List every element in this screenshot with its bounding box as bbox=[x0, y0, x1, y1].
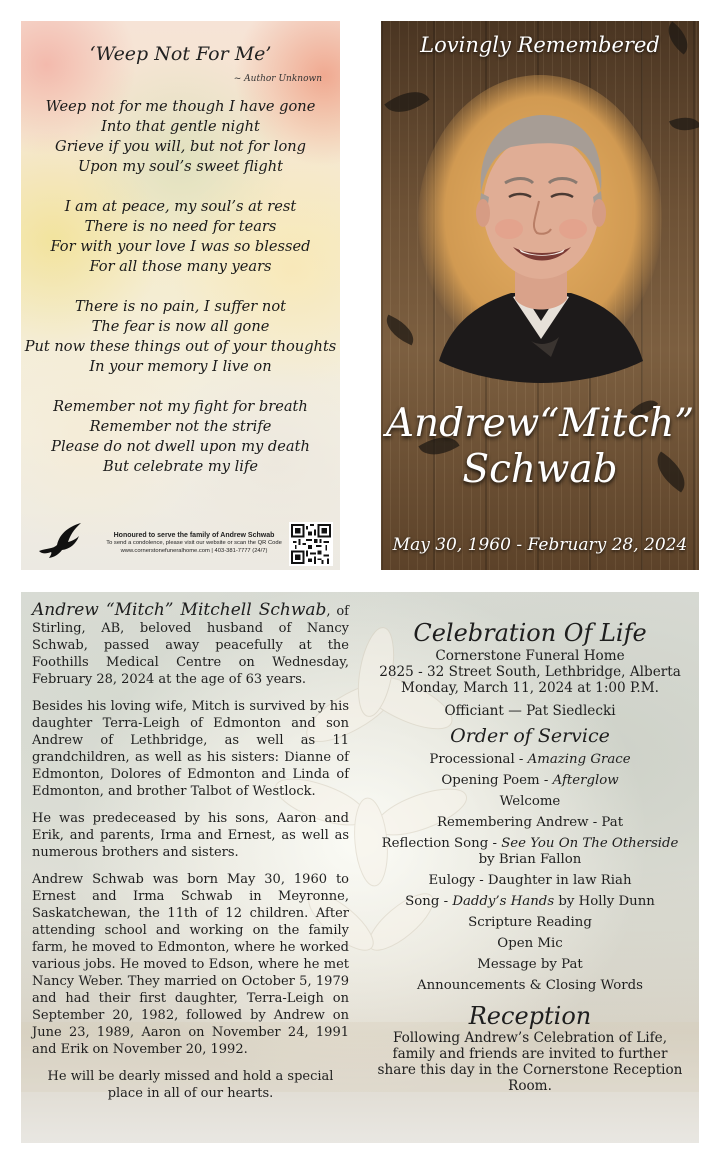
poem-line: Put now these things out of your thoughts bbox=[24, 338, 337, 355]
reception-text: Following Andrew’s Celebration of Life, family and friends are invited to further share this day in the Cornerstone Reception Room. bbox=[377, 1030, 683, 1094]
poem-author: ~ Author Unknown bbox=[233, 74, 322, 84]
order-item: Remembering Andrew - Pat bbox=[436, 815, 624, 830]
order-item: Welcome bbox=[499, 794, 561, 809]
venue-name: Cornerstone Funeral Home bbox=[435, 648, 625, 664]
order-of-service-heading: Order of Service bbox=[450, 725, 610, 747]
poem-stanza bbox=[21, 297, 340, 377]
qr-code-icon[interactable] bbox=[289, 522, 333, 566]
poem-line: Grieve if you will, but not for long bbox=[55, 138, 306, 155]
order-item: Eulogy - Daughter in law Riah bbox=[428, 873, 632, 888]
decedent-name-line2: Schwab bbox=[462, 447, 618, 492]
order-item-label: Processional - bbox=[429, 752, 528, 767]
poem-line: For all those many years bbox=[89, 258, 272, 275]
celebration-heading: Celebration Of Life bbox=[413, 619, 647, 647]
obituary-paragraph: Andrew Schwab was born May 30, 1960 to Ernest and Irma Schwab in Meyronne, Saskatchewan, the 11th of 12 children. After attending school and working on the family farm, he moved to Edmonton, where he worked various jobs. He moved to Edson, where he met Nancy Weber. They married on October 5, 1979 and had their first daughter, Terra-Leigh on September 20, 1982, followed by Andrew on June 23, 1989, Aaron on November 24, 1991 and Erik on November 20, 1992. bbox=[32, 872, 349, 1057]
officiant: Officiant — Pat Siedlecki bbox=[444, 703, 616, 719]
poem-line: The fear is now all gone bbox=[91, 318, 270, 335]
order-item bbox=[373, 836, 687, 868]
order-item-label: Song - bbox=[405, 894, 453, 909]
obituary-intro: , of Stirling, AB, beloved husband of Nancy Schwab, passed away peacefully at the Foothills Medical Centre on Wednesday, February 28, 2024 at the age of 63 years. bbox=[32, 604, 349, 687]
order-item bbox=[373, 773, 687, 789]
poem-title: ‘Weep Not For Me’ bbox=[89, 43, 272, 65]
obituary-paragraph: Besides his loving wife, Mitch is survived by his daughter Terra-Leigh of Edmonton and son Andrew of Lethbridge, as well as 11 grandchildren, as well as his sisters: Dianne of Edmonton, Dolores of Edmonton and Linda of Edmonton, and brother Talbot of Westlock. bbox=[32, 699, 349, 799]
obituary-paragraph: He was predeceased by his sons, Aaron and Erik, and parents, Irma and Ernest, as well as numerous brothers and sisters. bbox=[32, 811, 349, 860]
poem-line: Remember not the strife bbox=[89, 418, 272, 435]
portrait-panel bbox=[381, 21, 699, 570]
poem-line: There is no need for tears bbox=[84, 218, 277, 235]
decedent-name bbox=[381, 401, 699, 493]
order-item-label: Opening Poem - bbox=[441, 773, 553, 788]
poem-line: Upon my soul’s sweet flight bbox=[77, 158, 284, 175]
obituary-paragraph bbox=[32, 602, 349, 688]
order-item-title: Amazing Grace bbox=[527, 752, 631, 767]
order-of-service-list bbox=[373, 752, 687, 994]
footer-condolence: To send a condolence, please visit our website or scan the QR Code bbox=[106, 540, 282, 546]
poem-body bbox=[21, 97, 340, 497]
venue-address: 2825 - 32 Street South, Lethbridge, Alberta bbox=[379, 664, 681, 680]
decedent-name-line1: Andrew“Mitch” bbox=[385, 401, 695, 446]
order-item bbox=[373, 752, 687, 768]
funeral-home-footer bbox=[87, 531, 301, 555]
poem-panel bbox=[21, 21, 340, 570]
poem-stanza bbox=[21, 97, 340, 177]
poem-line: For with your love I was so blessed bbox=[50, 238, 311, 255]
poem-line: Please do not dwell upon my death bbox=[51, 438, 310, 455]
poem-line: But celebrate my life bbox=[103, 458, 258, 475]
portrait-heading: Lovingly Remembered bbox=[420, 33, 660, 57]
order-item-title: Daddy’s Hands bbox=[452, 894, 555, 909]
obituary-lead-name: Andrew “Mitch” Mitchell Schwab bbox=[32, 600, 327, 620]
order-item-title: Afterglow bbox=[552, 773, 619, 788]
order-item-credit: by Holly Dunn bbox=[554, 894, 655, 909]
order-item: Message by Pat bbox=[477, 957, 583, 972]
poem-stanza bbox=[21, 197, 340, 277]
service-datetime: Monday, March 11, 2024 at 1:00 P.M. bbox=[401, 680, 659, 696]
obituary-closing: He will be dearly missed and hold a special place in all of our hearts. bbox=[47, 1069, 334, 1101]
poem-line: In your memory I live on bbox=[89, 358, 272, 375]
poem-line: There is no pain, I suffer not bbox=[75, 298, 286, 315]
reception-heading: Reception bbox=[468, 1002, 592, 1030]
poem-stanza bbox=[21, 397, 340, 477]
order-item-credit: by Brian Fallon bbox=[478, 852, 582, 867]
poem-line: Weep not for me though I have gone bbox=[45, 98, 316, 115]
poem-line: Into that gentle night bbox=[101, 118, 260, 135]
order-item: Scripture Reading bbox=[468, 915, 592, 930]
poem-line: I am at peace, my soul’s at rest bbox=[64, 198, 297, 215]
poem-line: Remember not my fight for breath bbox=[53, 398, 308, 415]
footer-contact[interactable]: www.cornerstonefuneralhome.com | 403-381-7777 (24/7) bbox=[120, 547, 268, 554]
order-item: Announcements & Closing Words bbox=[417, 978, 643, 993]
service-column bbox=[373, 618, 687, 1094]
order-item-label: Reflection Song - bbox=[381, 836, 502, 851]
order-item bbox=[373, 894, 687, 910]
footer-honour: Honoured to serve the family of Andrew Schwab bbox=[113, 532, 275, 539]
obituary-column bbox=[32, 602, 349, 1112]
life-dates: May 30, 1960 - February 28, 2024 bbox=[392, 535, 688, 555]
inside-panel bbox=[21, 592, 699, 1143]
dove-logo-icon bbox=[37, 521, 83, 561]
order-item-title: See You On The Otherside bbox=[501, 836, 679, 851]
order-item: Open Mic bbox=[497, 936, 563, 951]
